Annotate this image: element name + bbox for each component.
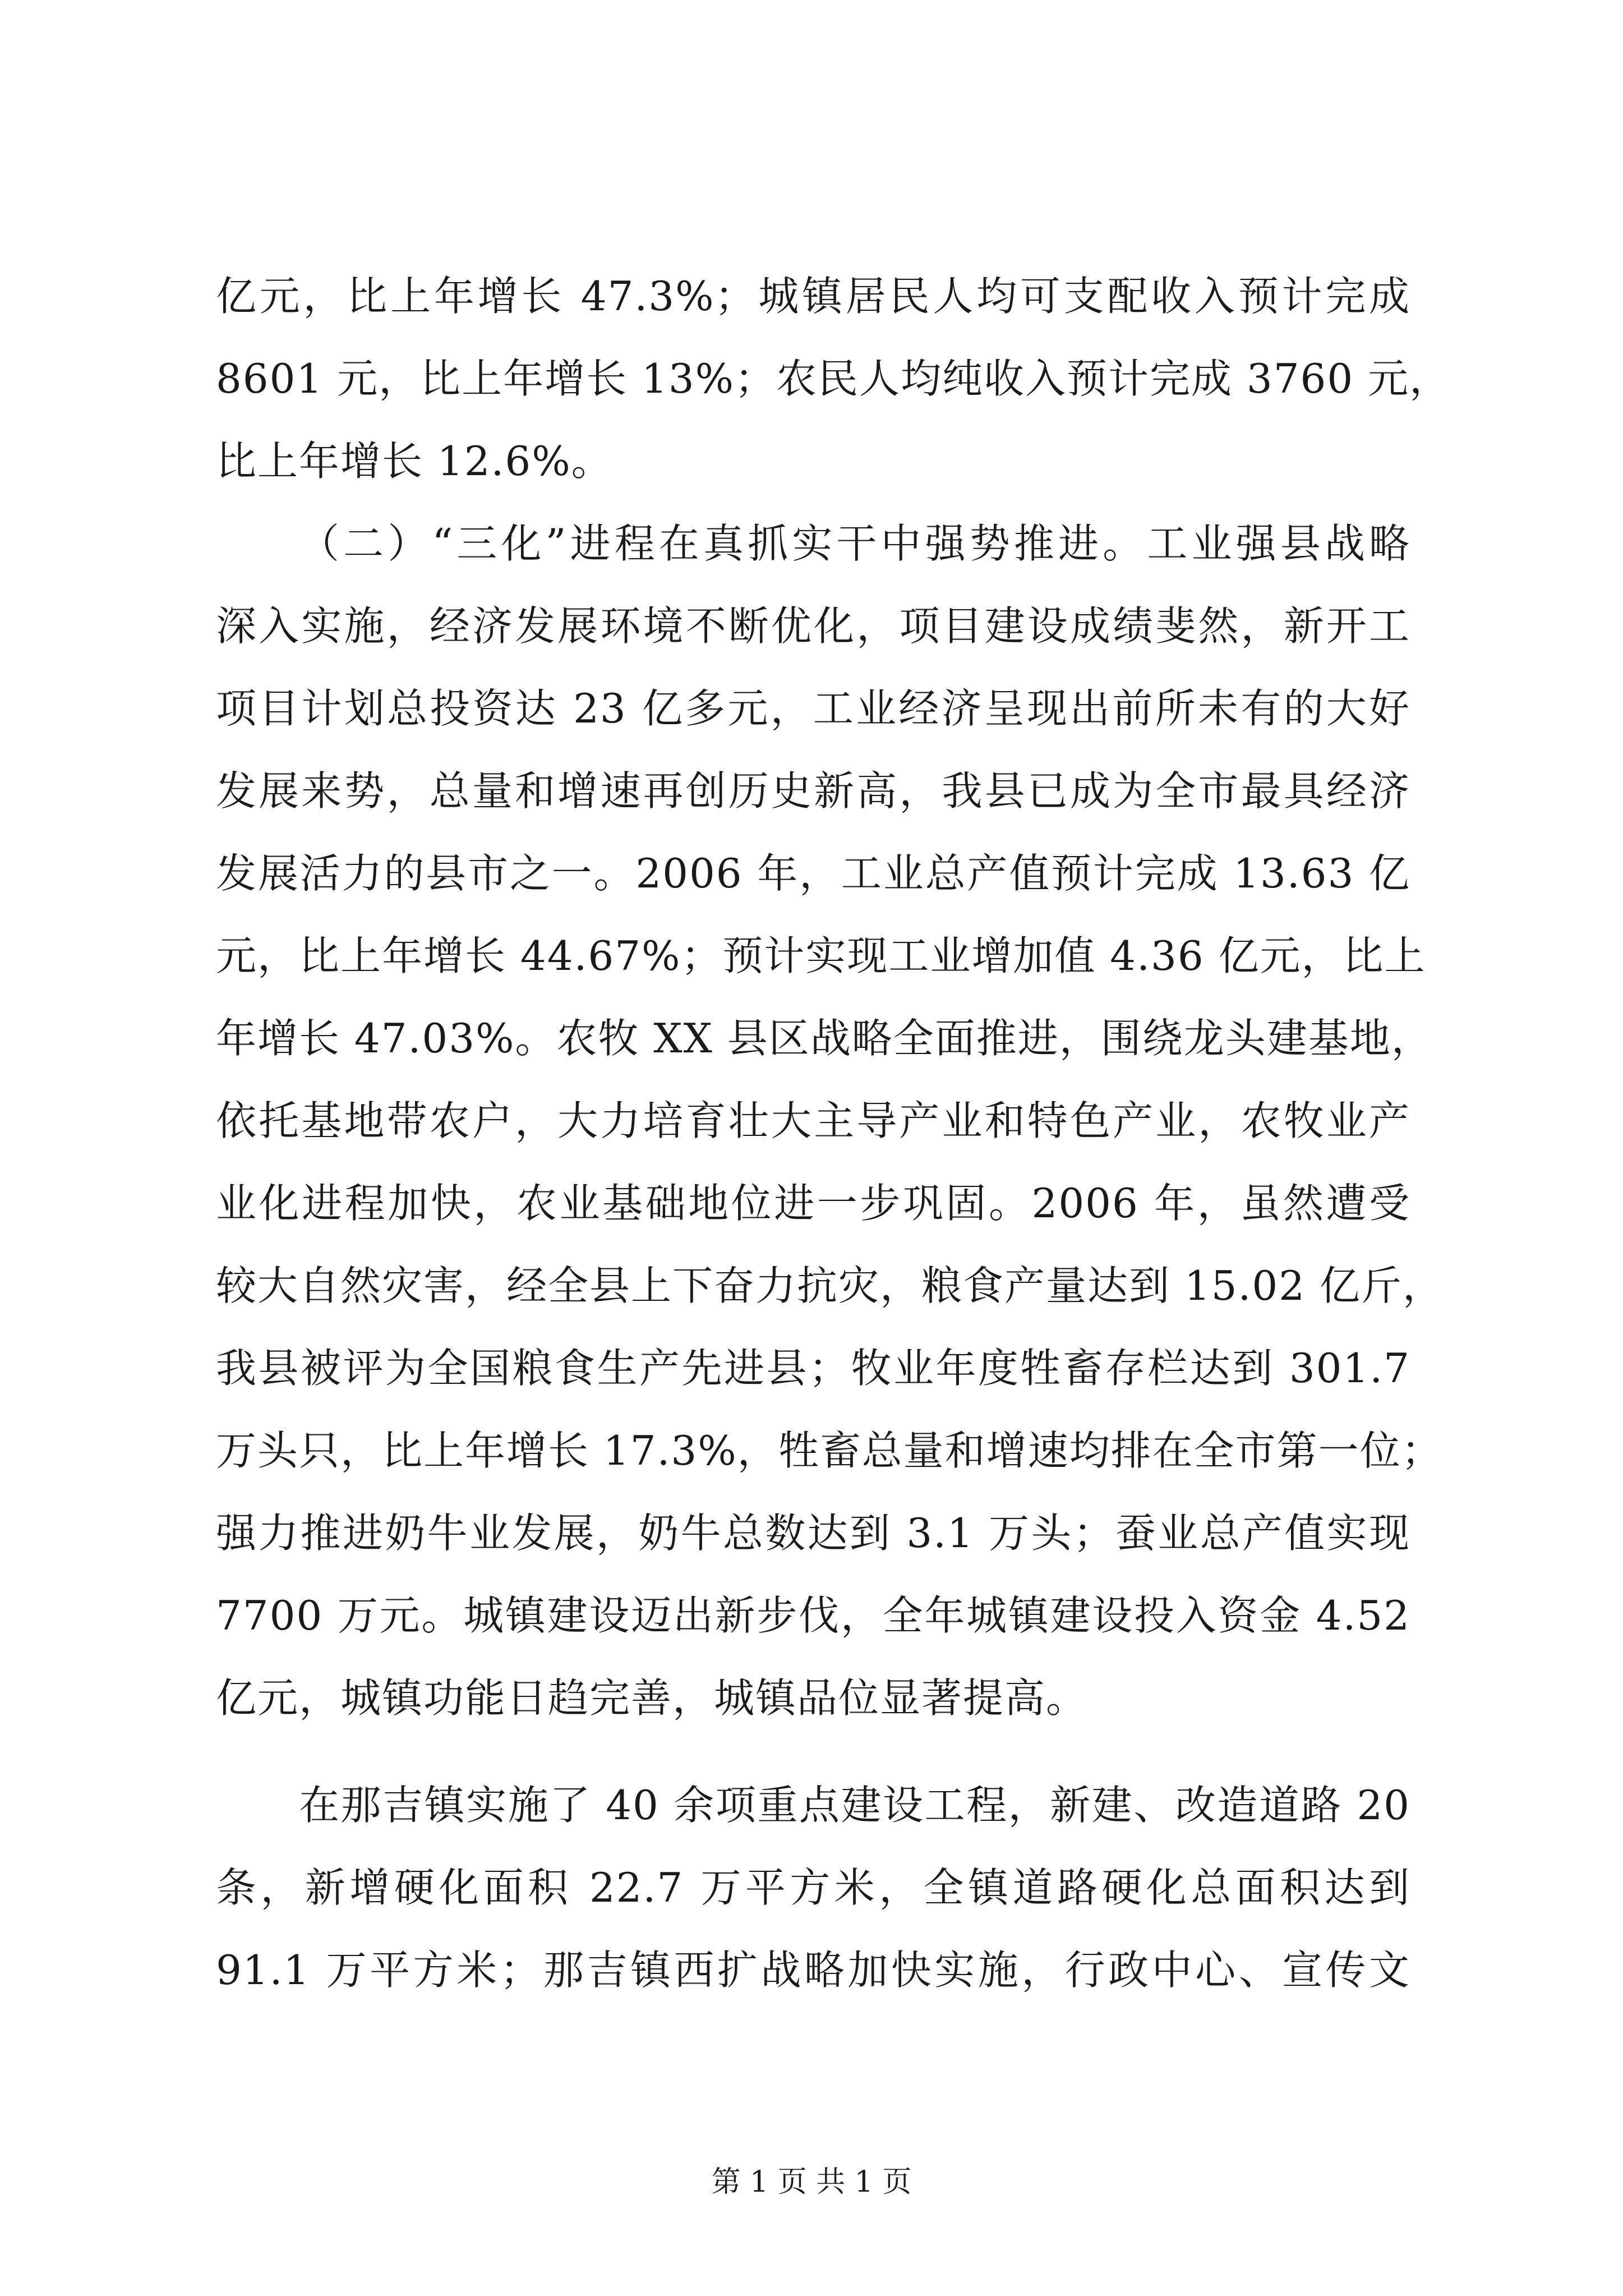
paragraph-2-line-8: 依托基地带农户，大力培育壮大主导产业和特色产业，农牧业产 [216, 1097, 1410, 1144]
paragraph-2-line-15: 亿元，城镇功能日趋完善，城镇品位显著提高。 [216, 1674, 1088, 1722]
paragraph-2-line-4: 发展来势，总量和增速再创历史新高，我县已成为全市最具经济 [216, 767, 1410, 815]
paragraph-2-line-1: （二）“三化”进程在真抓实干中强势推进。工业强县战略 [299, 520, 1410, 567]
paragraph-2-line-10: 较大自然灾害，经全县上下奋力抗灾，粮食产量达到 15.02 亿斤， [216, 1262, 1444, 1309]
paragraph-1-line-1: 亿元，比上年增长 47.3%；城镇居民人均可支配收入预计完成 [216, 273, 1410, 320]
paragraph-2-line-11: 我县被评为全国粮食生产先进县；牧业年度牲畜存栏达到 301.7 [216, 1345, 1410, 1392]
paragraph-1-line-2: 8601 元，比上年增长 13%；农民人均纯收入预计完成 3760 元， [216, 355, 1451, 402]
paragraph-3-line-1: 在那吉镇实施了 40 余项重点建设工程，新建、改造道路 20 [299, 1782, 1410, 1829]
paragraph-2-line-13: 强力推进奶牛业发展，奶牛总数达到 3.1 万头；蚕业总产值实现 [216, 1510, 1410, 1557]
paragraph-1-line-3: 比上年增长 12.6%。 [216, 438, 613, 485]
paragraph-2-line-6: 元，比上年增长 44.67%；预计实现工业增加值 4.36 亿元，比上 [216, 932, 1426, 979]
paragraph-2-line-2: 深入实施，经济发展环境不断优化，项目建设成绩斐然，新开工 [216, 602, 1410, 650]
paragraph-2-line-7: 年增长 47.03%。农牧 XX 县区战略全面推进，围绕龙头建基地， [216, 1015, 1433, 1062]
paragraph-3-line-2: 条，新增硬化面积 22.7 万平方米，全镇道路硬化总面积达到 [216, 1864, 1410, 1911]
page-number-footer: 第 1 页 共 1 页 [711, 2165, 912, 2199]
paragraph-2-line-12: 万头只，比上年增长 17.3%，牲畜总量和增速均排在全市第一位； [216, 1427, 1443, 1474]
paragraph-2-line-14: 7700 万元。城镇建设迈出新步伐，全年城镇建设投入资金 4.52 [216, 1592, 1410, 1639]
document-body [216, 255, 1451, 2012]
paragraph-2-line-9: 业化进程加快，农业基础地位进一步巩固。2006 年，虽然遭受 [216, 1180, 1410, 1227]
paragraph-2-line-3: 项目计划总投资达 23 亿多元，工业经济呈现出前所未有的大好 [216, 685, 1410, 732]
paragraph-2-line-5: 发展活力的县市之一。2006 年，工业总产值预计完成 13.63 亿 [216, 850, 1410, 897]
paragraph-3-line-3: 91.1 万平方米；那吉镇西扩战略加快实施，行政中心、宣传文 [216, 1947, 1410, 1994]
